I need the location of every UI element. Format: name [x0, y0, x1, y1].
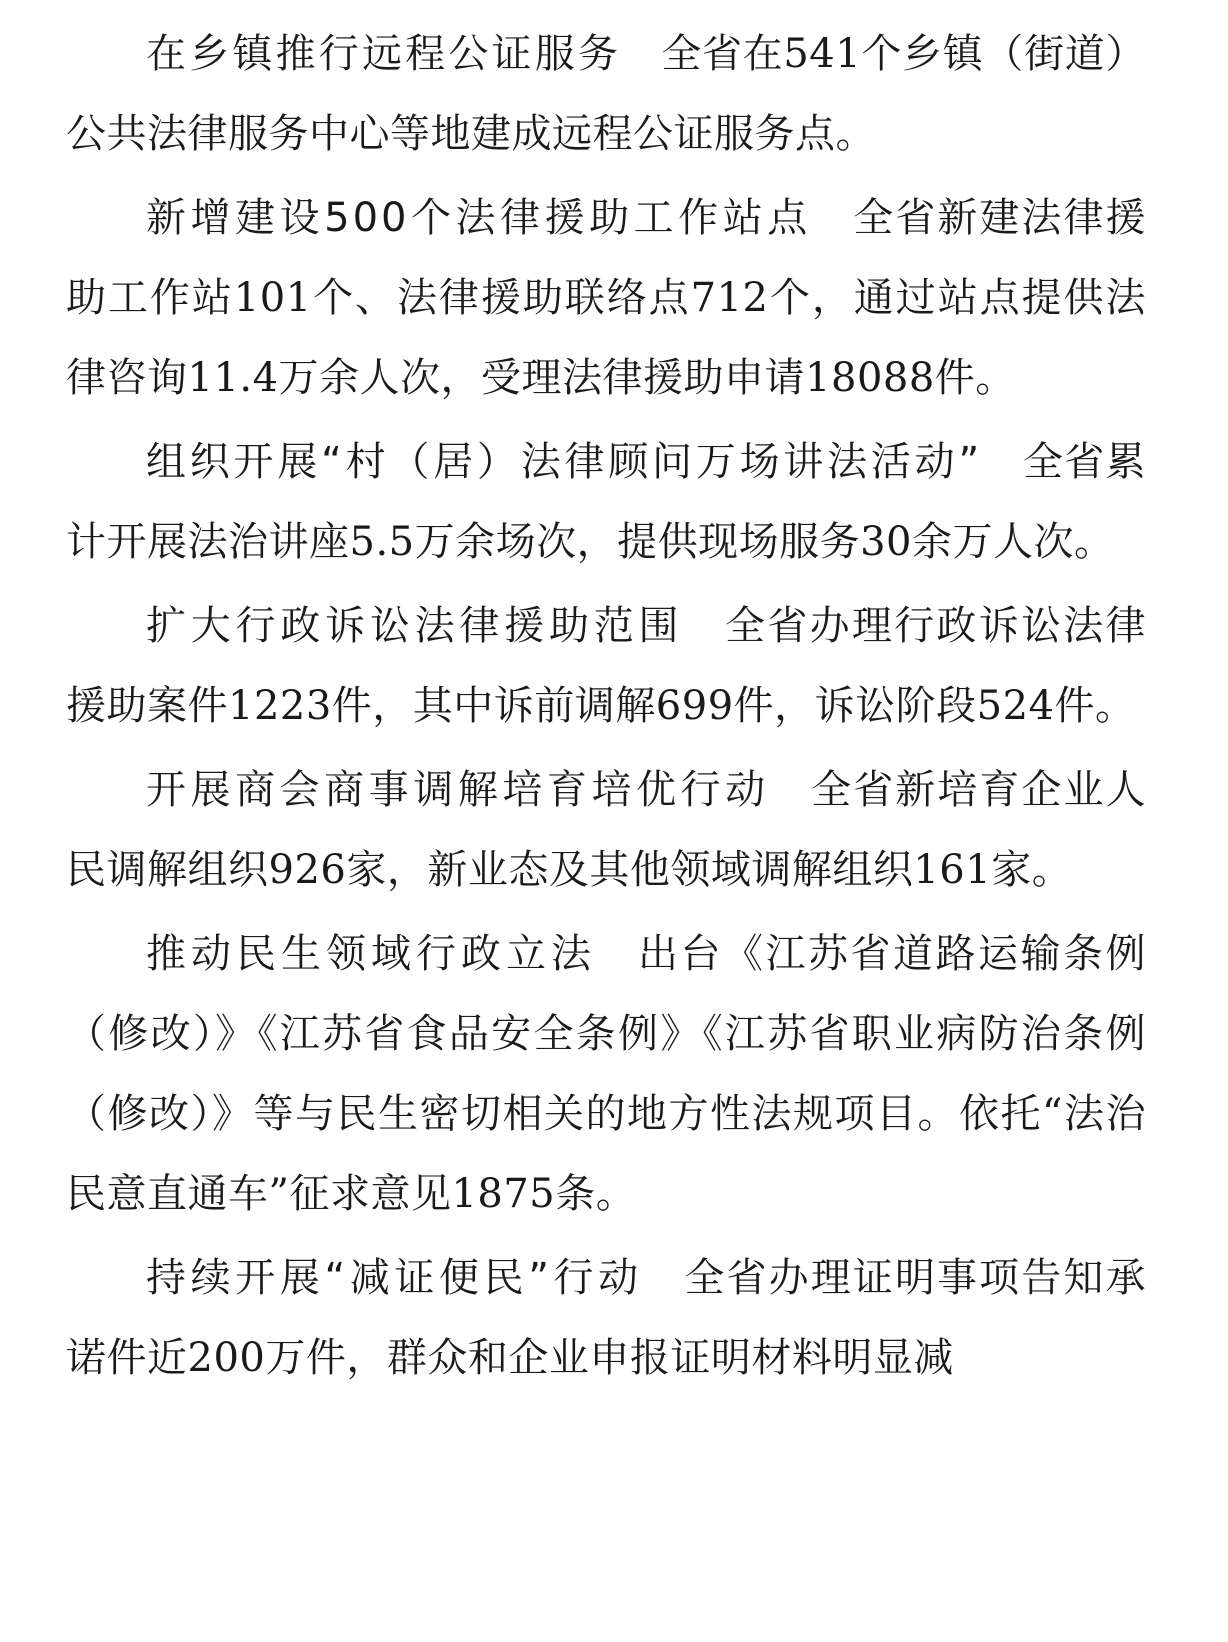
paragraph-village-law-lectures: [66, 422, 1146, 582]
paragraph-body: 全省办理行政诉讼法律援助案件1223件，其中诉前调解699件，诉讼阶段524件。: [66, 603, 1147, 729]
paragraph-heading: 在乡镇推行远程公证服务: [146, 31, 622, 77]
paragraph-legal-aid-stations: [66, 178, 1146, 418]
paragraph-body: 全省办理证明事项告知承诺件近200万件，群众和企业申报证明材料明显减: [66, 1255, 1146, 1381]
paragraph-chamber-mediation: [66, 750, 1146, 910]
paragraph-livelihood-legislation: [66, 914, 1146, 1234]
paragraph-heading: 推动民生领域行政立法: [146, 931, 596, 977]
paragraph-reduce-certificates: [66, 1238, 1146, 1398]
paragraph-body: 全省在541个乡镇（街道）公共法律服务中心等地建成远程公证服务点。: [66, 31, 1146, 157]
paragraph-body: 全省新建法律援助工作站101个、法律援助联络点712个，通过站点提供法律咨询11.4万余人次，受理法律援助申请18088件。: [66, 195, 1146, 401]
paragraph-heading: 组织开展“村（居）法律顾问万场讲法活动”: [146, 439, 983, 485]
paragraph-heading: 新增建设500个法律援助工作站点: [146, 195, 812, 241]
paragraph-body: 出台《江苏省道路运输条例（修改）》《江苏省食品安全条例》《江苏省职业病防治条例（修改）》等与民生密切相关的地方性法规项目。依托“法治民意直通车”征求意见1875条。: [66, 931, 1146, 1217]
paragraph-body: 全省累计开展法治讲座5.5万余场次，提供现场服务30余万人次。: [66, 439, 1146, 565]
paragraph-body: 全省新培育企业人民调解组织926家，新业态及其他领域调解组织161家。: [66, 767, 1147, 893]
document-page: [66, 0, 1146, 1398]
paragraph-heading: 开展商会商事调解培育培优行动: [146, 767, 770, 813]
paragraph-heading: 持续开展“减证便民”行动: [146, 1255, 643, 1301]
paragraph-remote-notary: [66, 14, 1146, 174]
paragraph-administrative-litigation: [66, 586, 1146, 746]
paragraph-heading: 扩大行政诉讼法律援助范围: [146, 603, 684, 649]
